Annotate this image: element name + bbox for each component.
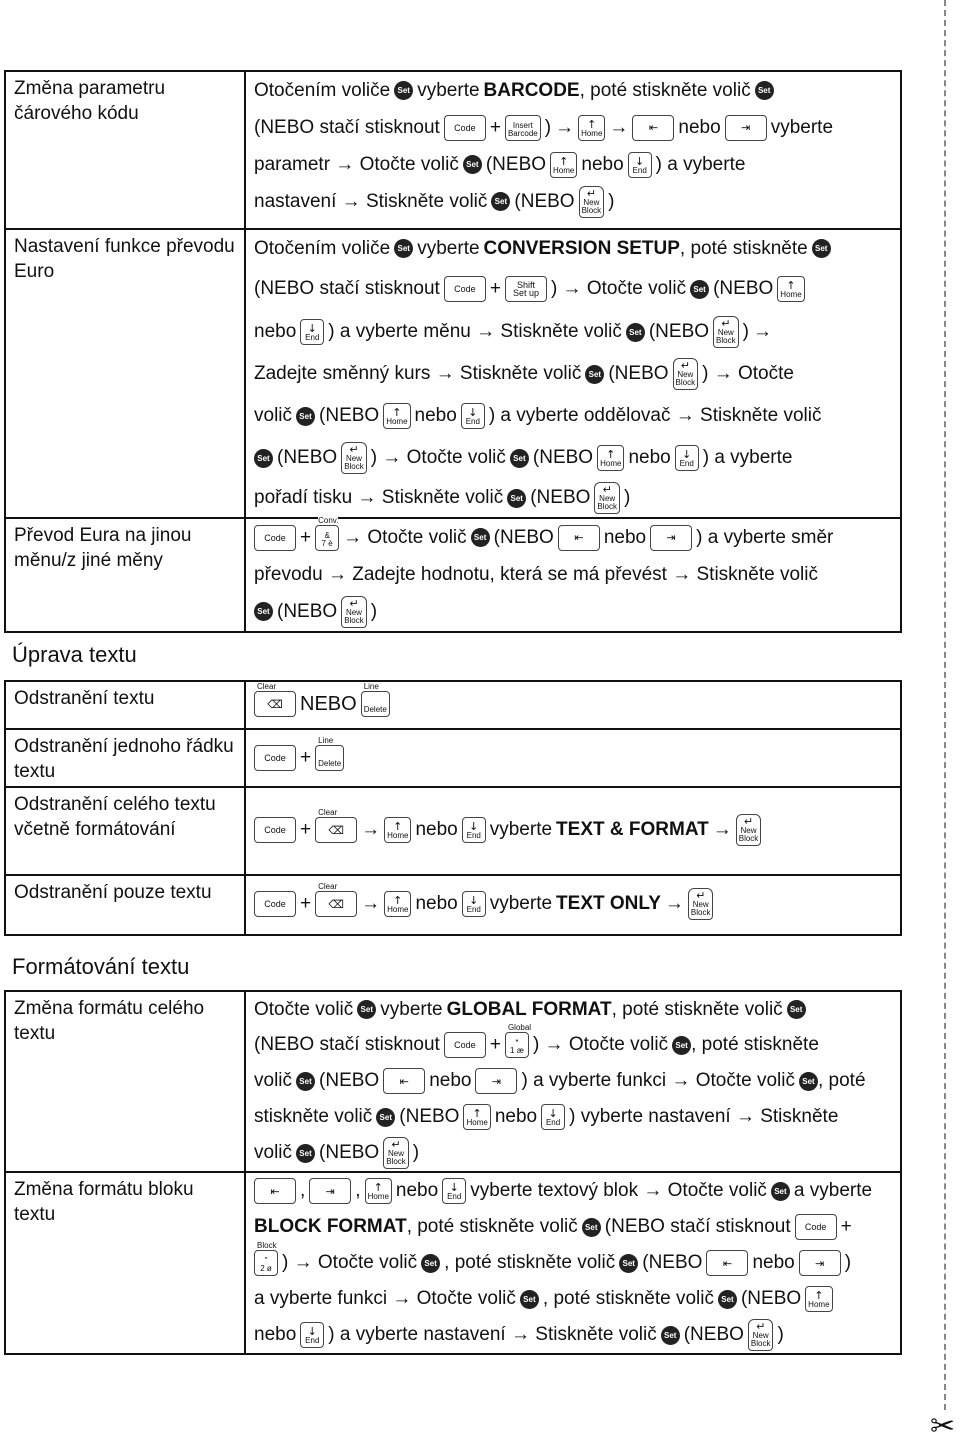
instruction-text: a vyberte funkci → Otočte volič	[254, 1288, 516, 1309]
instruction-text: převodu → Zadejte hodnotu, která se má převést → Stiskněte volič	[254, 563, 818, 585]
instruction-text: ) a vyberte směr	[696, 526, 834, 548]
keyboard-key-icon: ↓ End	[442, 1178, 466, 1204]
keyboard-key-icon: ⇤	[383, 1068, 425, 1094]
instruction-line	[254, 1209, 894, 1245]
instruction-text: ) a vyberte funkci → Otočte volič	[521, 1070, 795, 1091]
table-row	[5, 71, 901, 229]
keyboard-key-icon: ⇤	[558, 525, 600, 551]
instruction-text: )	[608, 190, 615, 212]
set-dial-icon: Set	[718, 1290, 737, 1309]
instruction-text: →	[361, 893, 381, 914]
keyboard-key-icon: ↵ New Block	[383, 1137, 409, 1169]
keyboard-key-icon: Clear ⌫	[315, 891, 357, 917]
instruction-text: ) a vyberte	[702, 447, 793, 468]
instruction-text: →	[361, 819, 381, 840]
table-format-text	[4, 990, 902, 1355]
right-arrow-key: ⇥	[725, 115, 767, 141]
table-row	[5, 729, 901, 787]
instruction-text: (NEBO	[485, 153, 547, 175]
instruction-text: nebo	[494, 1106, 538, 1127]
instruction-text: vyberte textový blok → Otočte volič	[470, 1180, 767, 1201]
instruction-text: volič	[254, 1142, 293, 1163]
table-barcode-euro	[4, 70, 902, 633]
code-key: Code	[444, 115, 486, 141]
set-dial-icon: Set	[463, 155, 482, 174]
instruction-text: )	[777, 1324, 784, 1345]
keyboard-key-icon: ↓ End	[675, 445, 699, 471]
keyboard-key-icon: Code	[444, 1032, 486, 1058]
keyboard-key-icon: ↓ End	[541, 1104, 565, 1130]
instruction-line	[254, 515, 894, 556]
global-key: Global * 1 æ	[505, 1032, 529, 1058]
keyboard-key-icon: ↑ Home	[463, 1104, 490, 1130]
keyboard-key-icon: Code	[254, 745, 296, 771]
instruction-line	[254, 682, 894, 726]
keyboard-key-icon: ↓ End	[461, 403, 485, 429]
instruction-text: ) → Otočte volič	[370, 447, 506, 468]
keyboard-key-icon: ↓ End	[300, 319, 324, 345]
set-dial-icon: Set	[421, 1254, 440, 1273]
end-key: ↓ End	[628, 152, 652, 178]
instruction-text: ) → Otočte volič	[532, 1034, 669, 1055]
keyboard-key-icon: ⇤	[254, 1178, 296, 1204]
set-dial-icon: Set	[471, 528, 490, 547]
instruction-line	[254, 353, 894, 395]
instruction-text: ) a vyberte	[655, 153, 746, 175]
instruction-text: BLOCK FORMAT	[254, 1216, 407, 1237]
instruction-text: (NEBO	[683, 1324, 744, 1345]
set-dial-icon: Set	[771, 1182, 790, 1201]
set-dial-icon: Set	[799, 1072, 818, 1091]
instruction-text: ) → Otočte volič	[282, 1252, 418, 1273]
set-dial-icon: Set	[296, 407, 315, 426]
table-row	[5, 991, 901, 1172]
set-dial-icon: Set	[254, 602, 273, 621]
instruction-text: , poté stiskněte volič	[579, 79, 751, 101]
row-label: Změna formátu celého textu	[5, 991, 245, 1172]
set-dial-icon: Set	[376, 1108, 395, 1127]
instruction-text: +	[300, 747, 312, 768]
instruction-text: nebo	[254, 1324, 297, 1345]
row-instructions	[245, 71, 901, 229]
keyboard-key-icon: ↑ Home	[384, 891, 411, 917]
table-edit-text	[4, 680, 902, 936]
instruction-text: BARCODE	[483, 79, 580, 101]
keyboard-key-icon: ⇥	[799, 1250, 841, 1276]
set-dial-icon: Set	[357, 1000, 376, 1019]
instruction-line	[254, 876, 894, 932]
instruction-text: (NEBO	[493, 526, 554, 548]
instruction-text: Otočením voliče	[254, 237, 391, 259]
instruction-text: +	[489, 116, 501, 138]
keyboard-key-icon: ⇥	[650, 525, 692, 551]
keyboard-key-icon: ⇥	[475, 1068, 517, 1094]
instruction-text: GLOBAL FORMAT	[446, 998, 612, 1020]
instruction-text: , poté stiskněte	[679, 237, 808, 259]
instruction-text: Otočením voliče	[254, 79, 391, 101]
instruction-text: )	[844, 1252, 852, 1273]
row-label: Nastavení funkce převodu Euro	[5, 229, 245, 518]
instruction-text: vyberte	[417, 237, 480, 259]
instruction-line	[254, 1317, 894, 1353]
set-dial-icon: Set	[787, 1000, 806, 1019]
instruction-text: (NEBO	[319, 1070, 380, 1091]
instruction-text: (NEBO	[277, 600, 338, 622]
instruction-text: Otočte volič	[254, 998, 354, 1020]
keyboard-key-icon: ↑ Home	[365, 1178, 392, 1204]
keyboard-key-icon: ↑ Home	[383, 403, 410, 429]
instruction-text: volič	[254, 1070, 293, 1091]
keyboard-key-icon: ↑ Home	[384, 817, 411, 843]
instruction-text: nebo	[415, 893, 458, 914]
home-key: ↑ Home	[550, 152, 577, 178]
keyboard-key-icon: ⇥	[309, 1178, 351, 1204]
instruction-text: NEBO	[300, 692, 357, 715]
set-dial-icon: Set	[619, 1254, 638, 1273]
shift-setup-key: Shift Set up	[505, 276, 547, 302]
keyboard-key-icon: ↑ Home	[597, 445, 624, 471]
instruction-line	[254, 1099, 894, 1135]
instruction-line	[254, 1135, 894, 1171]
instruction-text: , poté	[817, 1070, 866, 1091]
keyboard-key-icon: ↵ New Block	[688, 888, 714, 920]
instruction-line	[254, 730, 894, 786]
instruction-text: →	[555, 116, 575, 138]
instruction-text: nastavení → Stiskněte volič	[254, 190, 488, 212]
instruction-text: , poté stiskněte volič	[611, 998, 783, 1020]
instruction-text: ,	[300, 1180, 306, 1201]
row-label: Odstranění jednoho řádku textu	[5, 729, 245, 787]
instruction-line	[254, 146, 894, 183]
set-dial-icon: Set	[672, 1036, 691, 1055]
instruction-text: nebo	[581, 153, 624, 175]
instruction-text: CONVERSION SETUP	[483, 237, 680, 259]
table-row	[5, 229, 901, 518]
row-label: Odstranění textu	[5, 681, 245, 729]
row-instructions	[245, 515, 901, 632]
instruction-text: (NEBO	[713, 278, 774, 299]
keyboard-key-icon: ↵ New Block	[341, 596, 367, 628]
set-dial-icon: Set	[507, 489, 526, 508]
set-dial-icon: Set	[582, 1218, 601, 1237]
keyboard-key-icon: ↓ End	[462, 817, 486, 843]
instruction-text: vyberte	[489, 819, 553, 840]
insert-barcode-key: Insert Barcode	[505, 115, 541, 141]
instruction-line	[254, 1063, 894, 1099]
instruction-text: nebo	[254, 321, 297, 342]
instruction-line	[254, 1241, 894, 1281]
row-label: Odstranění celého textu včetně formátování	[5, 787, 245, 875]
keyboard-key-icon: ↵ New Block	[594, 482, 620, 514]
instruction-text: nebo	[429, 1070, 472, 1091]
conv-key: Conv. & 7 è	[315, 525, 339, 551]
keyboard-key-icon: ↓ End	[300, 1322, 324, 1348]
instruction-text: +	[489, 278, 501, 299]
instruction-text: →	[609, 116, 629, 138]
set-dial-icon: Set	[510, 449, 529, 468]
instruction-line	[254, 556, 894, 593]
block-key: Block " 2 ø	[254, 1250, 278, 1276]
keyboard-key-icon: Clear ⌫	[315, 817, 357, 843]
instruction-text: +	[300, 893, 312, 914]
instruction-line	[254, 593, 894, 630]
table-row	[5, 681, 901, 729]
keyboard-key-icon: ↵ New Block	[736, 814, 762, 846]
instruction-text: )	[742, 321, 749, 342]
instruction-text: Zadejte směnný kurs → Stiskněte volič	[254, 363, 582, 384]
instruction-text: (NEBO	[319, 1142, 380, 1163]
instruction-text: (NEBO	[532, 447, 594, 468]
instruction-text: →	[712, 819, 732, 840]
instruction-line	[254, 311, 894, 353]
instruction-text: →	[664, 893, 684, 914]
instruction-text: (NEBO stačí stisknout	[254, 1034, 440, 1055]
set-dial-icon: Set	[812, 239, 831, 258]
instruction-text: ,	[355, 1180, 361, 1201]
set-dial-icon: Set	[491, 192, 510, 211]
set-dial-icon: Set	[520, 1290, 539, 1309]
instruction-text: nebo	[628, 447, 671, 468]
instruction-text: (NEBO	[642, 1252, 703, 1273]
instruction-text: (NEBO	[648, 321, 710, 342]
keyboard-key-icon: Code	[795, 1214, 837, 1240]
section-heading-format: Formátování textu	[12, 954, 190, 979]
instruction-line	[254, 1281, 894, 1317]
instruction-text: vyberte	[489, 893, 553, 914]
instruction-line	[254, 109, 894, 146]
table-row	[5, 518, 901, 632]
instruction-text: nebo	[752, 1252, 795, 1273]
instruction-text: , poté stiskněte volič	[444, 1252, 616, 1273]
set-dial-icon: Set	[394, 239, 413, 258]
new-block-key: ↵ New Block	[579, 186, 605, 218]
instruction-text: TEXT & FORMAT	[556, 819, 709, 840]
instruction-text: )	[370, 600, 378, 622]
instruction-text: → Otočte volič	[343, 526, 467, 548]
instruction-text: ) a vyberte oddělovač → Stiskněte volič	[488, 405, 822, 426]
instruction-line	[254, 992, 894, 1027]
instruction-text: pořadí tisku → Stiskněte volič	[254, 487, 504, 508]
set-dial-icon: Set	[394, 81, 413, 100]
instruction-text: a vyberte	[793, 1180, 873, 1201]
row-label: Změna parametru čárového kódu	[5, 71, 245, 229]
instruction-text: (NEBO	[608, 363, 669, 384]
instruction-text: nebo	[603, 526, 647, 548]
instruction-text: vyberte	[417, 79, 480, 101]
instruction-text: +	[840, 1216, 852, 1237]
row-label: Převod Eura na jinou měnu/z jiné měny	[5, 518, 245, 632]
instruction-text: (NEBO stačí stisknout	[604, 1216, 791, 1237]
instruction-text: nebo	[415, 819, 458, 840]
instruction-text: ) → Otočte	[702, 363, 794, 384]
keyboard-key-icon: ↵ New Block	[748, 1319, 774, 1351]
instruction-line	[254, 437, 894, 479]
set-dial-icon: Set	[661, 1326, 680, 1345]
keyboard-key-icon: Code	[444, 276, 486, 302]
keyboard-key-icon: ⇤	[706, 1250, 748, 1276]
instruction-text: , poté stiskněte	[691, 1034, 819, 1055]
instruction-text: vyberte	[770, 116, 834, 138]
set-dial-icon: Set	[626, 323, 645, 342]
instruction-text: TEXT ONLY	[556, 893, 661, 914]
set-dial-icon: Set	[254, 449, 273, 468]
instruction-line	[254, 72, 894, 109]
instruction-text: (NEBO	[530, 487, 591, 508]
keyboard-key-icon: ↵ New Block	[341, 442, 367, 474]
instruction-text: nebo	[414, 405, 457, 426]
line-delete-key: Line Delete	[361, 691, 390, 717]
keyboard-key-icon: Code	[254, 891, 296, 917]
instruction-text: (NEBO stačí stisknout	[254, 116, 440, 138]
keyboard-key-icon: ↓ End	[462, 891, 486, 917]
row-instructions	[245, 229, 901, 518]
table-row	[5, 1172, 901, 1354]
set-dial-icon: Set	[296, 1144, 315, 1163]
set-dial-icon: Set	[755, 81, 774, 100]
instruction-text: (NEBO	[740, 1288, 802, 1309]
keyboard-key-icon: Code	[254, 817, 296, 843]
left-arrow-key: ⇤	[632, 115, 674, 141]
instruction-text: →	[752, 321, 772, 342]
instruction-line	[254, 788, 894, 872]
instruction-text: +	[300, 526, 312, 548]
instruction-text: )	[623, 487, 631, 508]
table-row	[5, 787, 901, 875]
set-dial-icon: Set	[296, 1072, 315, 1091]
line-delete-key: Line Delete	[315, 745, 344, 771]
home-key: ↑ Home	[578, 115, 605, 141]
instruction-line	[254, 230, 894, 267]
section-heading-edit: Úprava textu	[12, 642, 137, 667]
instruction-text: , poté stiskněte volič	[406, 1216, 578, 1237]
instruction-text: ) → Otočte volič	[550, 278, 687, 299]
instruction-text: (NEBO	[514, 190, 575, 212]
instruction-text: ) vyberte nastavení → Stiskněte	[569, 1106, 839, 1127]
instruction-text: vyberte	[380, 998, 443, 1020]
instruction-text: ) a vyberte nastavení → Stiskněte volič	[328, 1324, 657, 1345]
instruction-text: +	[300, 819, 312, 840]
keyboard-key-icon: ↑ Home	[805, 1286, 832, 1312]
instruction-line	[254, 395, 894, 437]
instruction-line	[254, 267, 894, 311]
instruction-text: stiskněte volič	[254, 1106, 373, 1127]
instruction-text: (NEBO	[277, 447, 338, 468]
instruction-text: )	[544, 116, 552, 138]
keyboard-key-icon: ↵ New Block	[713, 316, 739, 348]
row-label: Změna formátu bloku textu	[5, 1172, 245, 1354]
table-row	[5, 875, 901, 935]
set-dial-icon: Set	[585, 365, 604, 384]
row-label: Odstranění pouze textu	[5, 875, 245, 935]
clear-key: Clear ⌫	[254, 691, 296, 717]
instruction-line	[254, 1173, 894, 1209]
scissors-icon: ✂	[930, 1409, 956, 1444]
instruction-text: parametr → Otočte volič	[254, 153, 459, 175]
keyboard-key-icon: ↑ Home	[777, 276, 804, 302]
instruction-text: (NEBO	[319, 405, 380, 426]
instruction-line	[254, 1023, 894, 1063]
instruction-text: nebo	[395, 1180, 439, 1201]
instruction-line	[254, 479, 894, 517]
instruction-text: nebo	[678, 116, 721, 138]
instruction-text: , poté stiskněte volič	[542, 1288, 714, 1309]
instruction-text: +	[489, 1034, 501, 1055]
instruction-text: (NEBO stačí stisknout	[254, 278, 440, 299]
keyboard-key-icon: Code	[254, 525, 296, 551]
instruction-text: (NEBO	[399, 1106, 460, 1127]
cut-line	[944, 0, 946, 1410]
instruction-text: ) a vyberte měnu → Stiskněte volič	[328, 321, 622, 342]
set-dial-icon: Set	[690, 280, 709, 299]
instruction-text: )	[412, 1142, 420, 1163]
instruction-line	[254, 183, 894, 220]
instruction-text: volič	[254, 405, 293, 426]
keyboard-key-icon: ↵ New Block	[673, 358, 699, 390]
